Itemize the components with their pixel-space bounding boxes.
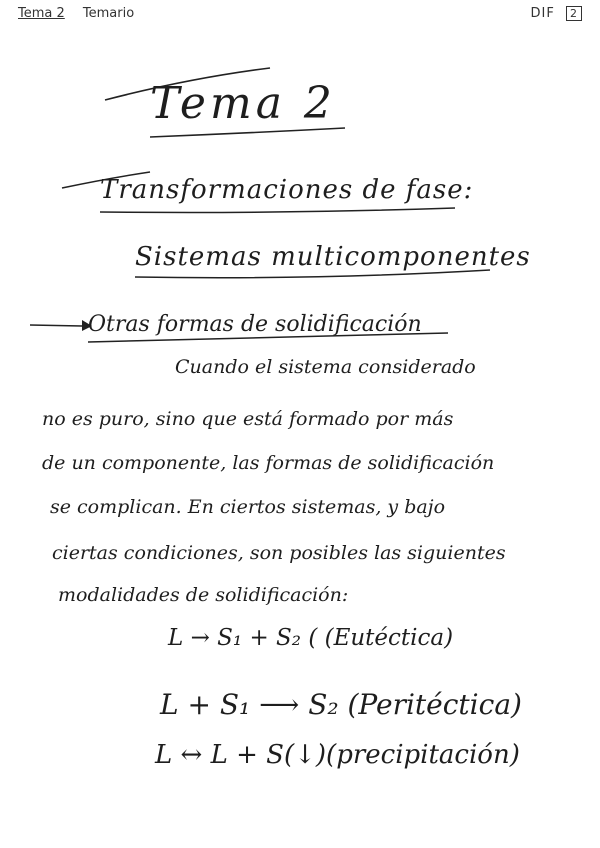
paragraph-line: de un componente, las formas de solidificación: [42, 452, 495, 474]
title-underline: [150, 128, 345, 137]
header-right-text: DIF: [530, 6, 555, 21]
paragraph-line: modalidades de solidificación:: [58, 584, 349, 606]
equation-precipitacion: L ↔ L + S(↓)(precipitación): [155, 740, 520, 770]
subtitle-1-underline: [100, 208, 455, 213]
paragraph-line: ciertas condiciones, son posibles las siguientes: [52, 542, 506, 564]
subtitle-sistemas: Sistemas multicomponentes: [135, 242, 531, 272]
equation-peritectica: L + S₁ ⟶ S₂ (Peritéctica): [160, 688, 522, 721]
header-subtitle: Temario: [82, 6, 135, 21]
section-arrow-line: [30, 325, 82, 326]
equation-eutectica: L → S₁ + S₂ ( (Eutéctica): [168, 625, 454, 651]
paragraph-line: se complican. En ciertos sistemas, y bajo: [50, 496, 446, 518]
header-page-box: 2: [566, 6, 582, 21]
page-title: Tema 2: [150, 78, 336, 129]
header-topic: Tema 2: [18, 6, 65, 21]
paragraph-line: Cuando el sistema considerado: [175, 356, 476, 378]
paragraph-line: no es puro, sino que está formado por más: [42, 408, 454, 430]
subtitle-transformaciones: Transformaciones de fase:: [100, 175, 474, 205]
section-heading: Otras formas de solidificación: [88, 312, 422, 337]
